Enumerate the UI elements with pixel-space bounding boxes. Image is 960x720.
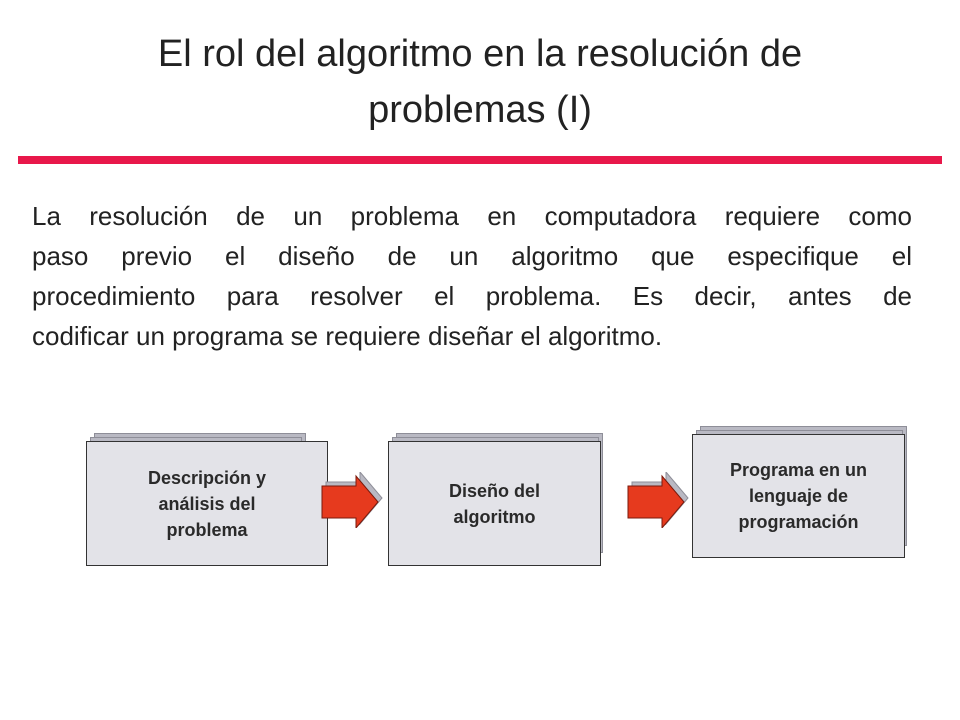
flow-box-label: Programa en un lenguaje de programación xyxy=(729,460,868,532)
title-line: El rol del algoritmo en la resolución de xyxy=(157,33,803,75)
body-line: La resolución de un problema en computadora requiere como xyxy=(32,201,912,231)
flow-step-description xyxy=(86,433,329,567)
title-line: problemas (I) xyxy=(368,89,592,131)
body-line: paso previo el diseño de un algoritmo que especifique el xyxy=(32,241,912,271)
flow-box-label: Descripción y análisis del problema xyxy=(147,467,267,540)
body-line: procedimiento para resolver el problema. Es decir, antes de xyxy=(32,281,912,311)
title-divider xyxy=(18,156,942,164)
flow-box-label: Diseño del algoritmo xyxy=(448,480,541,527)
flow-step-design xyxy=(388,433,602,567)
body-line: codificar un programa se requiere diseñar el algoritmo. xyxy=(32,321,663,351)
flow-box xyxy=(388,441,601,566)
flow-box xyxy=(692,434,905,558)
flow-box xyxy=(86,441,328,566)
arrow-right-icon xyxy=(320,472,386,528)
flow-step-program xyxy=(692,426,906,559)
body-paragraph xyxy=(32,196,912,356)
arrow-right-icon xyxy=(626,472,692,528)
slide-title xyxy=(60,26,900,138)
